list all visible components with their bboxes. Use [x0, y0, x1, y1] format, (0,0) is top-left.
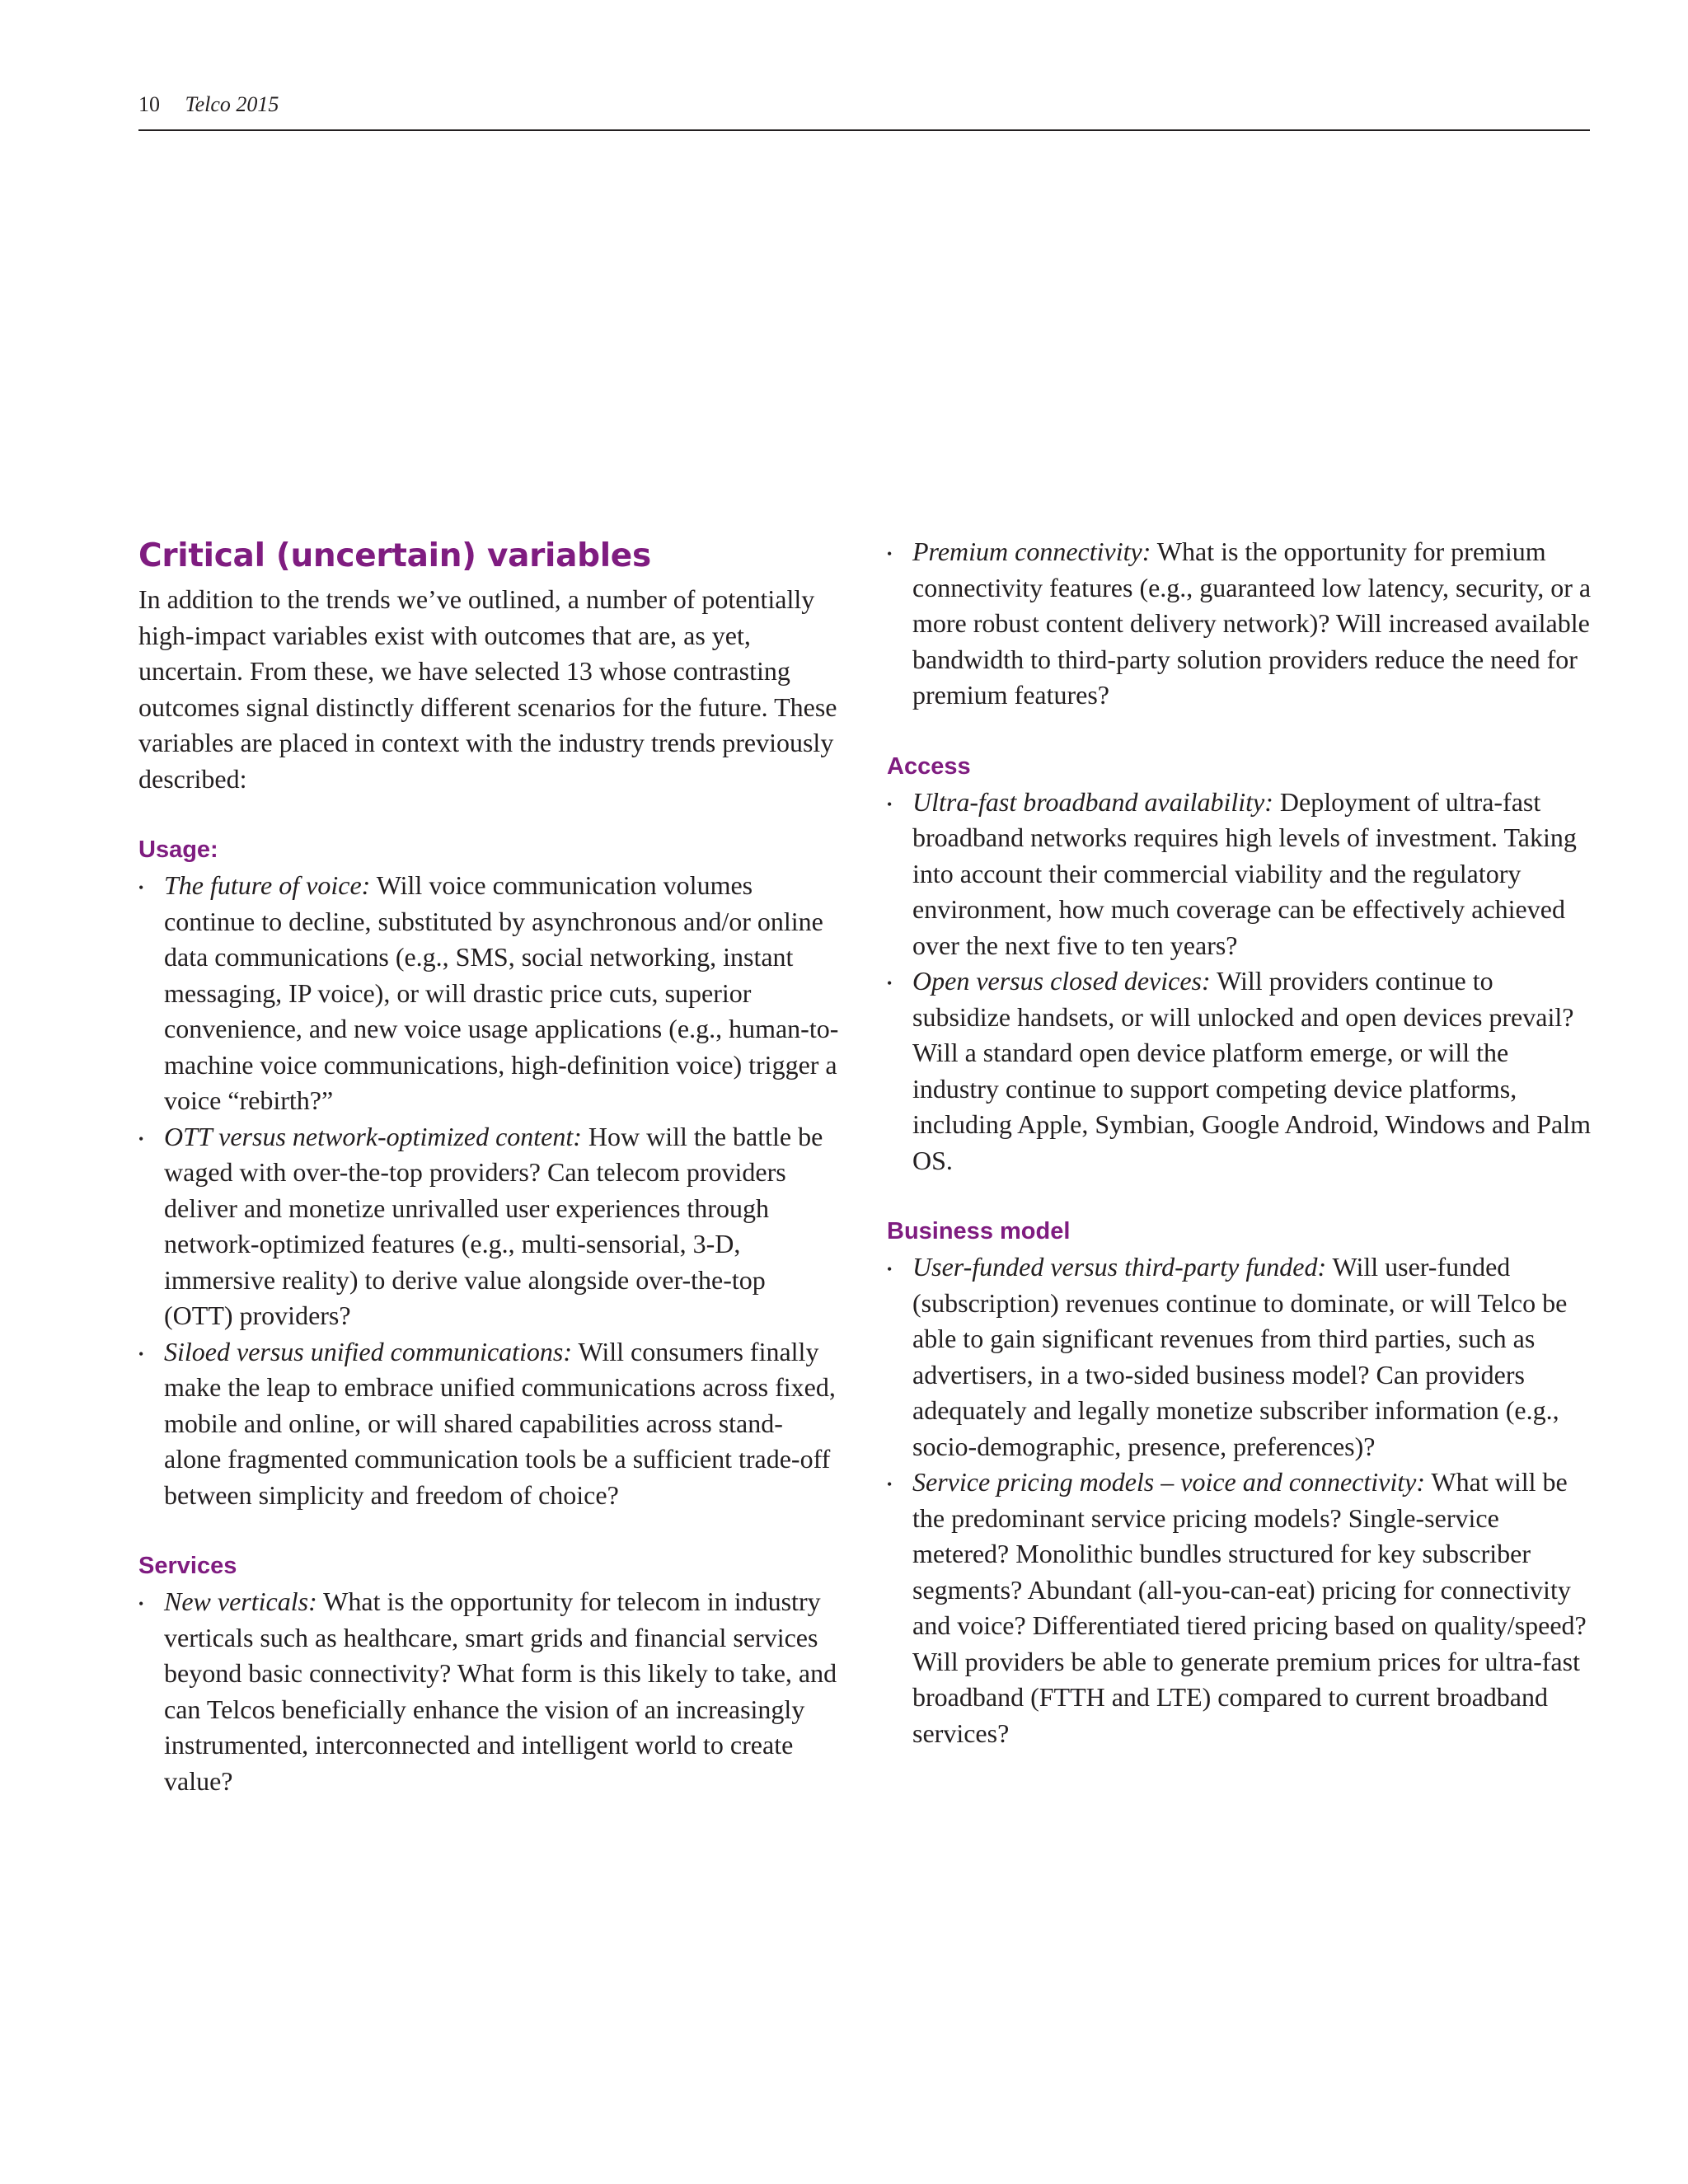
item-term: Service pricing models – voice and connectivity:: [912, 1467, 1425, 1497]
right-column: [887, 534, 1592, 1751]
list-item: [138, 1334, 839, 1514]
business-model-heading: Business model: [887, 1218, 1071, 1244]
item-text: What will be the predominant service pricing models? Single-service metered? Monolithic bundles structured for key subscriber segments? Abundant (all-you-can-eat) pricing for connectivity and voice? Differentiated tiered pricing based on quality/speed? Will providers be able to generate premium prices for ultra-fast broadband (FTTH and LTE) compared to current broadband services?: [912, 1467, 1587, 1748]
services-heading: Services: [138, 1553, 237, 1579]
list-item: [138, 1119, 839, 1334]
list-item: [887, 1249, 1592, 1465]
page-number: 10: [138, 92, 160, 116]
list-item: [887, 963, 1592, 1179]
list-item: [887, 785, 1592, 964]
item-term: User-funded versus third-party funded:: [912, 1252, 1327, 1282]
item-text: What is the opportunity for premium connectivity features (e.g., guaranteed low latency, security, or a more robust content delivery network)? Will increased available bandwidth to third-party solution providers reduce the need for premium features?: [912, 537, 1592, 710]
item-text: Will user-funded (subscription) revenues continue to dominate, or will Telco be able to gain significant revenues from third parties, such as advertisers, in a two-sided business model? Can providers adequately and legally monetize subscriber information (e.g., socio-demographic, presence, preferences)?: [912, 1252, 1568, 1461]
list-item: [138, 1584, 839, 1799]
item-text: Will providers continue to subsidize handsets, or will unlocked and open devices prevail? Will a standard open device platform emerge, or will the industry continue to support competing device platforms, including Apple, Symbian, Google Android, Windows and Palm OS.: [912, 966, 1591, 1175]
intro-paragraph: In addition to the trends we’ve outlined, a number of potentially high-impact variables exist with outcomes that are, as yet, uncertain. From these, we have selected 13 whose contrasting outcomes signal distinctly different scenarios for the future. These variables are placed in context with the industry trends previously described:: [138, 584, 837, 794]
item-text: How will the battle be waged with over-the-top providers? Can telecom providers deliver and monetize unrivalled user experiences through network-optimized features (e.g., multi-sensorial, 3-D, immersive reality) to derive value alongside over-the-top (OTT) providers?: [164, 1121, 823, 1330]
access-heading: Access: [887, 752, 971, 780]
publication-title: Telco 2015: [185, 92, 279, 116]
access-list: [887, 785, 1592, 1179]
list-item: [887, 534, 1592, 714]
item-term: Open versus closed devices:: [912, 966, 1211, 996]
running-head: [138, 92, 279, 117]
header-rule: [138, 129, 1590, 131]
item-text: Will consumers finally make the leap to embrace unified communications across fixed, mobile and online, or will shared capabilities across stand-alone fragmented communication tools be a sufficient trade-off between simplicity and freedom of choice?: [164, 1336, 836, 1510]
item-term: Ultra-fast broadband availability:: [912, 786, 1273, 817]
usage-list: [138, 868, 839, 1513]
item-term: Premium connectivity:: [912, 537, 1151, 566]
item-text: What is the opportunity for telecom in industry verticals such as healthcare, smart grids and financial services beyond basic connectivity? What form is this likely to take, and can Telcos beneficially enhance the vision of an increasingly instrumented, interconnected and intelligent world to create value?: [164, 1586, 837, 1796]
item-term: The future of voice:: [164, 870, 371, 900]
section-title: Critical (uncertain) variables: [138, 537, 651, 574]
item-term: Siloed versus unified communications:: [164, 1336, 573, 1366]
item-text: Deployment of ultra-fast broadband networks requires high levels of investment. Taking into account their commercial viability and the regulatory environment, how much coverage can be effectively achieved over the next five to ten years?: [912, 786, 1577, 960]
usage-heading: Usage:: [138, 837, 218, 863]
left-column: [138, 534, 839, 1799]
services-list-continued: [887, 534, 1592, 714]
list-item: [138, 868, 839, 1119]
business-model-list: [887, 1249, 1592, 1751]
list-item: [887, 1465, 1592, 1751]
item-term: OTT versus network-optimized content:: [164, 1121, 582, 1151]
item-term: New verticals:: [164, 1586, 317, 1616]
services-list: [138, 1584, 839, 1799]
item-text: Will voice communication volumes continue to decline, substituted by asynchronous and/or online data communications (e.g., SMS, social networking, instant messaging, IP voice), or will drastic price cuts, superior convenience, and new voice usage applications (e.g., human-to-machine voice communications, high-definition voice) trigger a voice “rebirth?”: [164, 870, 839, 1115]
